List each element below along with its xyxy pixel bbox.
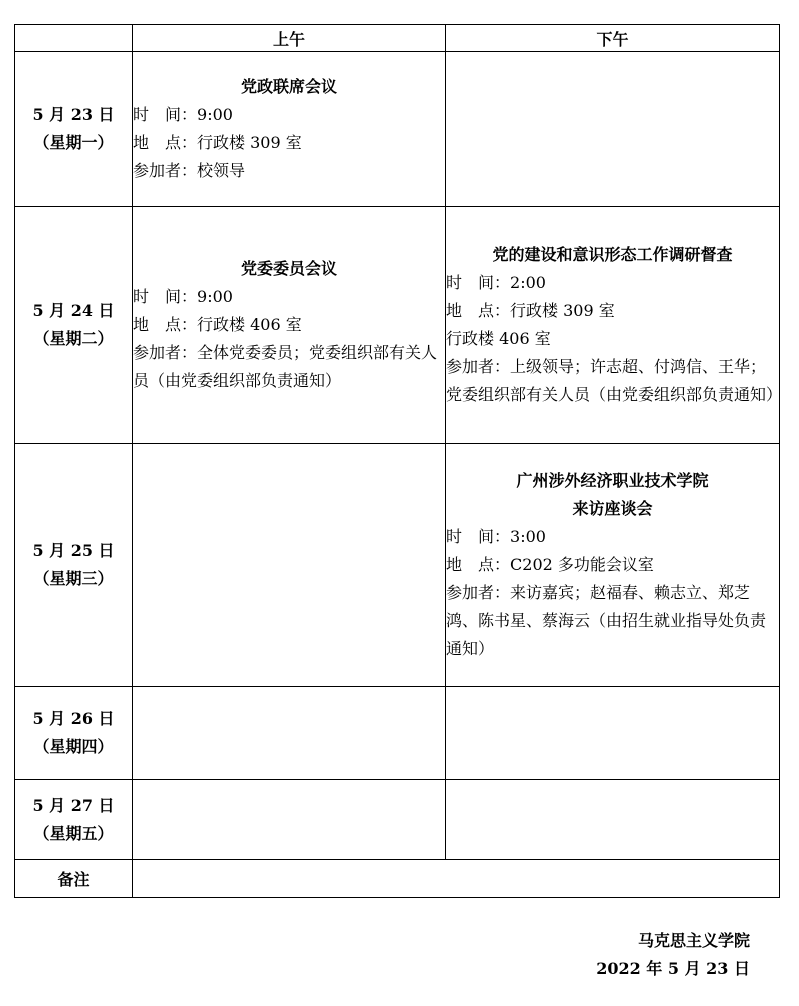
date-cell [15, 687, 133, 780]
weekday-text: （星期四） [33, 737, 114, 756]
event-time [446, 523, 779, 551]
afternoon-event-cell [446, 207, 783, 444]
event-attendees [446, 353, 783, 409]
header-row [15, 25, 780, 52]
header-morning: 上午 [133, 25, 446, 52]
date-cell [15, 444, 133, 687]
morning-event-cell [133, 444, 446, 687]
date-cell [15, 207, 133, 444]
afternoon-event-cell [446, 444, 780, 687]
table-row [15, 52, 780, 207]
date-text: 5 月 23 日 [32, 105, 115, 124]
notes-row [15, 860, 780, 898]
event-title: 广州涉外经济职业技术学院 [516, 471, 709, 490]
table-row [15, 444, 780, 687]
time-value: 2:00 [510, 273, 546, 292]
table-row [15, 780, 780, 860]
time-label: 时 间： [446, 527, 511, 546]
weekday-text: （星期三） [33, 569, 114, 588]
attendees-label: 参加者： [446, 583, 511, 602]
time-label: 时 间： [133, 287, 198, 306]
event-title: 党政联席会议 [240, 77, 337, 96]
place-label: 地 点： [133, 315, 198, 334]
place-value: 行政楼 309 室 [510, 301, 615, 320]
place-label: 地 点： [446, 301, 511, 320]
table-row [15, 687, 780, 780]
signature-block [596, 927, 750, 983]
header-afternoon: 下午 [446, 25, 780, 52]
morning-event-cell [133, 207, 446, 444]
attendees-value: 全体党委委员；党委组织部有关人员（由党委组织部负责通知） [133, 343, 438, 390]
event-title: 党的建设和意识形态工作调研督查 [492, 245, 733, 264]
weekday-text: （星期一） [33, 133, 114, 152]
time-value: 9:00 [197, 287, 233, 306]
header-date-cell [15, 25, 133, 52]
attendees-value: 上级领导；许志超、付鸿信、王华；党委组织部有关人员（由党委组织部负责通知） [446, 357, 783, 404]
event-attendees [446, 579, 779, 663]
time-value: 9:00 [197, 105, 233, 124]
event-time [133, 283, 445, 311]
event-title: 党委委员会议 [240, 259, 337, 278]
place-value: 行政楼 406 室 [197, 315, 302, 334]
event-place [446, 297, 779, 325]
time-label: 时 间： [133, 105, 198, 124]
morning-event-cell [133, 780, 446, 860]
weekday-text: （星期二） [33, 329, 114, 348]
notes-value [133, 860, 780, 898]
event-attendees [133, 157, 445, 185]
afternoon-event-cell [446, 52, 780, 207]
attendees-value: 校领导 [197, 161, 246, 180]
date-text: 5 月 25 日 [32, 541, 115, 560]
event-time [133, 101, 445, 129]
date-text: 5 月 26 日 [32, 709, 115, 728]
place-label: 地 点： [446, 555, 511, 574]
attendees-label: 参加者： [133, 343, 198, 362]
attendees-label: 参加者： [133, 161, 198, 180]
weekly-schedule-table [14, 24, 783, 898]
attendees-value: 来访嘉宾；赵福春、赖志立、郑芝鸿、陈书星、蔡海云（由招生就业指导处负责通知） [446, 583, 767, 658]
event-place [133, 311, 445, 339]
date-text: 5 月 27 日 [32, 795, 115, 815]
event-title-secondary: 来访座谈会 [572, 499, 653, 518]
place-value: C202 多功能会议室 [510, 555, 654, 574]
weekday-text: （星期五） [33, 823, 114, 843]
place-value: 行政楼 309 室 [197, 133, 302, 152]
event-attendees [133, 339, 445, 395]
event-place [133, 129, 445, 157]
time-label: 时 间： [446, 273, 511, 292]
event-time [446, 269, 779, 297]
date-cell [15, 780, 133, 860]
event-place-secondary: 行政楼 406 室 [446, 329, 551, 348]
morning-event-cell [133, 52, 446, 207]
notes-label: 备注 [15, 860, 133, 898]
event-place [446, 551, 779, 579]
afternoon-event-cell [446, 687, 780, 780]
time-value: 3:00 [510, 527, 546, 546]
morning-event-cell [133, 687, 446, 780]
table-row [15, 207, 780, 444]
place-label: 地 点： [133, 133, 198, 152]
afternoon-event-cell [446, 780, 780, 860]
date-text: 5 月 24 日 [32, 301, 115, 320]
date-cell [15, 52, 133, 207]
issue-date: 2022 年 5 月 23 日 [596, 959, 750, 978]
attendees-label: 参加者： [446, 357, 511, 376]
issuing-organization: 马克思主义学院 [637, 931, 750, 950]
